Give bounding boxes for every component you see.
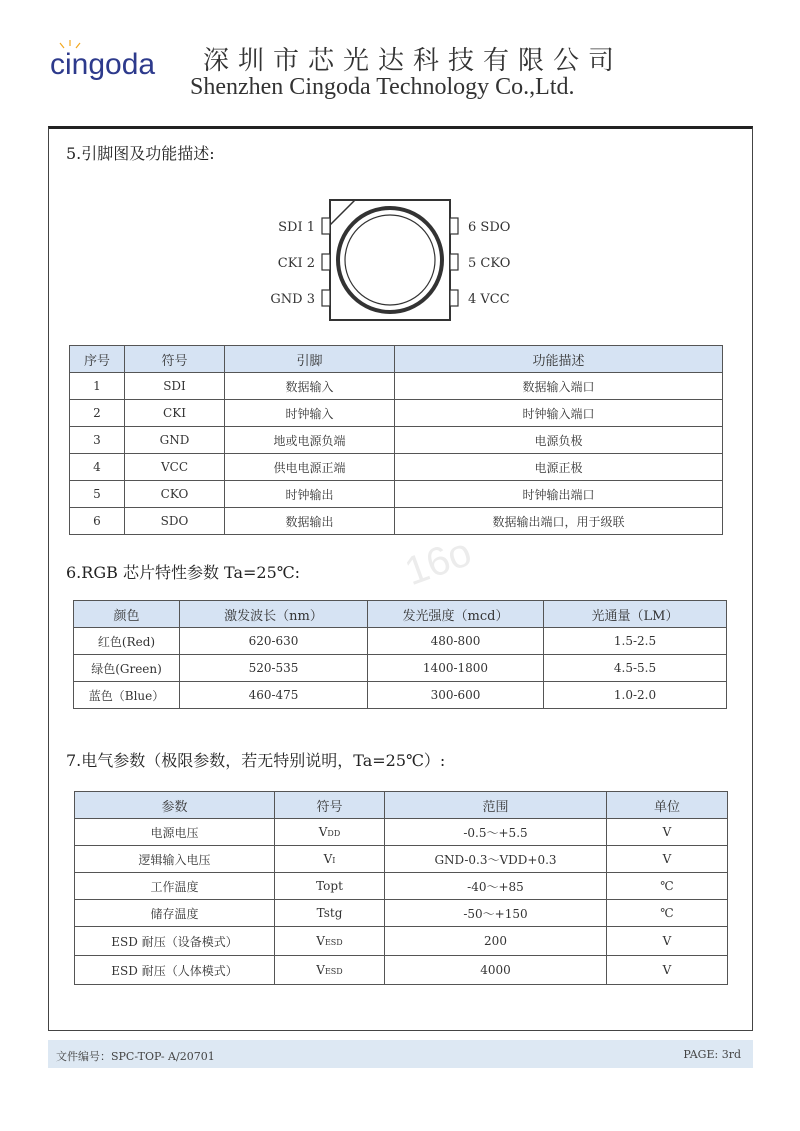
pin-number: 4 [468, 292, 477, 307]
table-cell: VCC [125, 454, 225, 481]
unit-cell: ℃ [607, 900, 728, 927]
section-5-title: 5.引脚图及功能描述: [66, 144, 215, 163]
header-cell: 颜色 [74, 601, 180, 628]
table-row [74, 655, 727, 682]
header-cell: 符号 [275, 792, 385, 819]
symbol-main: Topt [316, 879, 343, 893]
table-cell: CKI [125, 400, 225, 427]
table-row [70, 508, 723, 535]
pin-number: 5 [468, 256, 477, 271]
symbol-cell [275, 927, 385, 956]
company-name-cn: 深圳市芯光达科技有限公司 [203, 46, 624, 76]
table-cell: SDO [125, 508, 225, 535]
table-row [70, 373, 723, 400]
table-cell: 2 [70, 400, 125, 427]
table-row [70, 427, 723, 454]
rgb-chip-table [73, 600, 727, 709]
range-cell: -40～+85 [385, 873, 607, 900]
svg-text:CKI 2 [278, 256, 315, 271]
param-cell: 储存温度 [75, 900, 275, 927]
table-row [75, 900, 728, 927]
header-cell: 光通量（LM） [544, 601, 727, 628]
unit-cell: V [607, 846, 728, 873]
pin-number: 6 [468, 220, 477, 235]
table-cell: 4 [70, 454, 125, 481]
table-cell: 电源正极 [395, 454, 723, 481]
table-row [74, 628, 727, 655]
pin-name: SDO [480, 220, 511, 235]
symbol-main: Tstg [316, 906, 343, 920]
electrical-params-table [74, 791, 728, 985]
table-cell: 4.5-5.5 [544, 655, 727, 682]
doc-number: 文件编号：SPC-TOP- A/20701 [56, 1050, 215, 1063]
param-cell: 工作温度 [75, 873, 275, 900]
pin-name: CKO [480, 256, 511, 271]
svg-text:GND 3 [270, 292, 315, 307]
table-row [75, 846, 728, 873]
table-header-row [74, 601, 727, 628]
table-row [70, 400, 723, 427]
symbol-cell [275, 819, 385, 846]
table-cell: 5 [70, 481, 125, 508]
table-cell: 3 [70, 427, 125, 454]
param-cell: 逻辑输入电压 [75, 846, 275, 873]
section-6-title: 6.RGB 芯片特性参数 Ta=25℃: [66, 563, 301, 582]
table-row [74, 682, 727, 709]
pin-name: GND [270, 292, 303, 307]
symbol-sub: ESD [324, 967, 343, 976]
unit-cell: V [607, 927, 728, 956]
header-cell: 范围 [385, 792, 607, 819]
table-header-row [70, 346, 723, 373]
unit-cell: V [607, 819, 728, 846]
symbol-sub: DD [327, 829, 341, 838]
header-cell: 序号 [70, 346, 125, 373]
symbol-sub: ESD [324, 938, 343, 947]
table-cell: 1400-1800 [368, 655, 544, 682]
table-cell: 红色(Red) [74, 628, 180, 655]
header-cell: 参数 [75, 792, 275, 819]
symbol-main: V [316, 934, 325, 948]
range-cell: -50～+150 [385, 900, 607, 927]
symbol-cell [275, 900, 385, 927]
table-row [75, 956, 728, 985]
section-7-title: 7.电气参数（极限参数，若无特别说明，Ta=25℃）: [66, 751, 446, 770]
table-cell: 数据输出 [225, 508, 395, 535]
table-row [70, 481, 723, 508]
header-cell: 功能描述 [395, 346, 723, 373]
symbol-cell [275, 873, 385, 900]
table-cell: 1.0-2.0 [544, 682, 727, 709]
range-cell: -0.5～+5.5 [385, 819, 607, 846]
pin-name: VCC [480, 292, 510, 307]
range-cell: 200 [385, 927, 607, 956]
table-cell: 绿色(Green) [74, 655, 180, 682]
header-cell: 激发波长（nm） [180, 601, 368, 628]
company-name-en: Shenzhen Cingoda Technology Co.,Ltd. [190, 74, 575, 100]
pin-name: SDI [278, 220, 303, 235]
table-row [75, 819, 728, 846]
param-cell: 电源电压 [75, 819, 275, 846]
table-cell: 620-630 [180, 628, 368, 655]
table-cell: 1 [70, 373, 125, 400]
header-cell: 符号 [125, 346, 225, 373]
watermark: 16o [399, 529, 478, 595]
table-row [75, 873, 728, 900]
table-cell: 6 [70, 508, 125, 535]
table-cell: 电源负极 [395, 427, 723, 454]
header-cell: 发光强度（mcd） [368, 601, 544, 628]
table-cell: 数据输出端口，用于级联 [395, 508, 723, 535]
table-cell: 数据输入 [225, 373, 395, 400]
table-cell: GND [125, 427, 225, 454]
svg-text:6 SDO [468, 220, 510, 235]
table-cell: 蓝色（Blue） [74, 682, 180, 709]
symbol-sub: I [332, 856, 336, 865]
pinout-diagram [260, 190, 520, 330]
page-number: PAGE: 3rd [683, 1048, 741, 1061]
symbol-cell [275, 956, 385, 985]
table-cell: 时钟输出 [225, 481, 395, 508]
table-cell: 时钟输入 [225, 400, 395, 427]
table-cell: 供电电源正端 [225, 454, 395, 481]
pin-number: 1 [306, 220, 315, 235]
param-cell: ESD 耐压（设备模式） [75, 927, 275, 956]
table-row [70, 454, 723, 481]
company-logo [50, 38, 190, 88]
pin-number: 2 [306, 256, 315, 271]
table-header-row [75, 792, 728, 819]
svg-text:5 CKO [468, 256, 510, 271]
header-cell: 单位 [607, 792, 728, 819]
logo-text: cingoda [50, 48, 156, 81]
header-cell: 引脚 [225, 346, 395, 373]
pin-name: CKI [277, 256, 303, 271]
table-cell: 1.5-2.5 [544, 628, 727, 655]
page-footer [48, 1040, 753, 1068]
unit-cell: ℃ [607, 873, 728, 900]
table-cell: 时钟输出端口 [395, 481, 723, 508]
table-cell: 300-600 [368, 682, 544, 709]
table-row [75, 927, 728, 956]
table-cell: 460-475 [180, 682, 368, 709]
table-cell: 时钟输入端口 [395, 400, 723, 427]
range-cell: 4000 [385, 956, 607, 985]
symbol-cell [275, 846, 385, 873]
table-cell: 数据输入端口 [395, 373, 723, 400]
pin-number: 3 [306, 292, 315, 307]
param-cell: ESD 耐压（人体模式） [75, 956, 275, 985]
table-cell: CKO [125, 481, 225, 508]
symbol-main: V [318, 825, 328, 839]
svg-text:SDI 1 [278, 220, 315, 235]
table-cell: SDI [125, 373, 225, 400]
table-cell: 480-800 [368, 628, 544, 655]
table-cell: 地或电源负端 [225, 427, 395, 454]
svg-text:4 VCC [468, 292, 510, 307]
symbol-main: V [323, 852, 333, 866]
pin-function-table [69, 345, 723, 535]
unit-cell: V [607, 956, 728, 985]
range-cell: GND-0.3～VDD+0.3 [385, 846, 607, 873]
symbol-main: V [316, 963, 325, 977]
table-cell: 520-535 [180, 655, 368, 682]
